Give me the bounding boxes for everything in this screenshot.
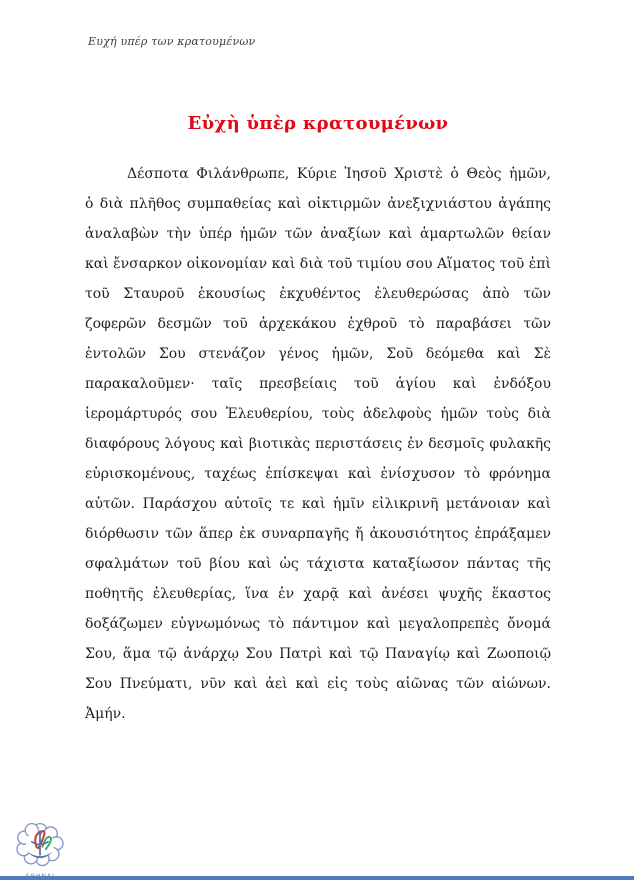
prayer-line: Σου, ἅμα τῷ ἀνάρχῳ Σου Πατρὶ καὶ τῷ Παναγίῳ καὶ Ζωοποιῷ (85, 646, 551, 662)
org-logo (12, 822, 68, 880)
footer-rule (0, 876, 634, 880)
prayer-line: τοῦ Σταυροῦ ἑκουσίως ἐκχυθέντος ἐλευθερώσας ἀπὸ τῶν (85, 286, 551, 302)
prayer-line: Ἀμήν. (85, 706, 126, 722)
prayer-line: σφαλμάτων τοῦ βίου καὶ ὡς τάχιστα καταξίωσον πάντας τῆς (85, 556, 551, 572)
prayer-paragraph (85, 159, 551, 729)
prayer-line: δοξάζωμεν εὐγνωμόνως τὸ πάντιμον καὶ μεγαλοπρεπὲς ὄνομά (85, 616, 551, 632)
running-header: Ευχή υπέρ των κρατουμένων (88, 35, 256, 48)
prayer-line: εὑρισκομένους, ταχέως ἐπίσκεψαι καὶ ἐνίσχυσον τὸ φρόνημα (85, 466, 551, 482)
prayer-line: ἀναλαβὼν τὴν ὑπέρ ἡμῶν τῶν ἀναξίων καὶ ἁμαρτωλῶν θείαν (85, 226, 551, 242)
prayer-line: Σου Πνεύματι, νῦν καὶ ἀεὶ καὶ εἰς τοὺς αἰῶνας τῶν αἰώνων. (85, 676, 551, 692)
prayer-line: ζοφερῶν δεσμῶν τοῦ ἀρχεκάκου ἐχθροῦ τὸ παραβάσει τῶν (85, 316, 551, 332)
prayer-line: ἐντολῶν Σου στενάζον γένος ἡμῶν, Σοῦ δεόμεθα καὶ Σὲ (85, 346, 551, 362)
prayer-line: ἱερομάρτυρός σου Ἐλευθερίου, τοὺς ἀδελφοὺς ἡμῶν τοὺς διὰ (85, 406, 551, 422)
prayer-line: ὁ διὰ πλῆθος συμπαθείας καὶ οἰκτιρμῶν ἀνεξιχνιάστου ἀγάπης (85, 196, 551, 212)
boat-emblem-icon (15, 853, 65, 872)
prayer-line: Δέσποτα Φιλάνθρωπε, Κύριε Ἰησοῦ Χριστὲ ὁ Θεὸς ἡμῶν, (127, 166, 551, 182)
prayer-line: παρακαλοῦμεν· ταῖς πρεσβείαις τοῦ ἁγίου καὶ ἐνδόξου (85, 376, 551, 392)
prayer-line: διαφόρους λόγους καὶ βιοτικὰς περιστάσεις ἐν δεσμοῖς φυλακῆς (85, 436, 551, 452)
page-title: Εὐχὴ ὑπὲρ κρατουμένων (187, 113, 449, 134)
prayer-line: καὶ ἔνσαρκον οἰκονομίαν καὶ διὰ τοῦ τιμίου σου Αἵματος τοῦ ἐπὶ (85, 256, 551, 272)
prayer-line: διόρθωσιν τῶν ἅπερ ἐκ συναρπαγῆς ἤ ἀκουσιότητος ἐπράξαμεν (85, 526, 551, 542)
prayer-line: αὐτῶν. Παράσχου αὐτοῖς τε καὶ ἡμῖν εἰλικρινῆ μετάνοιαν καὶ (85, 496, 551, 512)
prayer-line: ποθητῆς ἐλευθερίας, ἵνα ἐν χαρᾷ καὶ ἀνέσει ψυχῆς ἕκαστος (85, 586, 551, 602)
